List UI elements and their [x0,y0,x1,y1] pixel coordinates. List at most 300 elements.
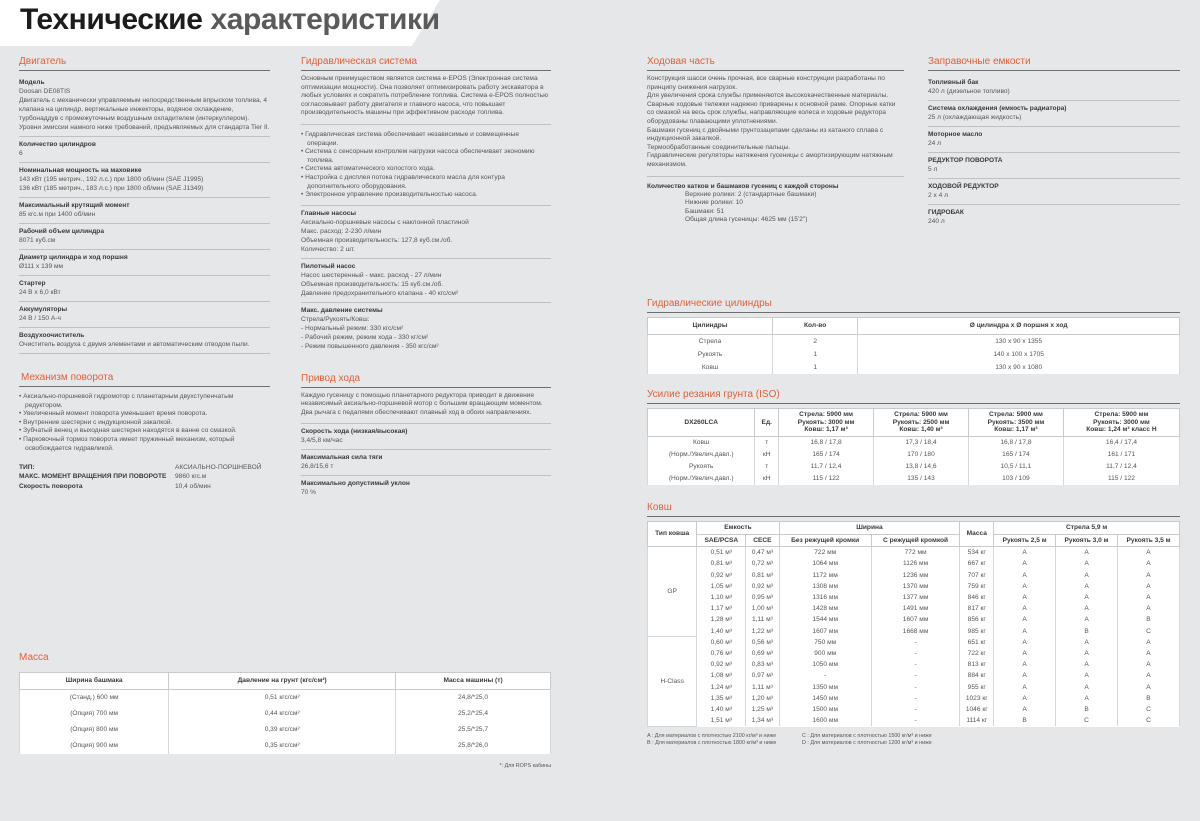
spec-label: Рабочий объем цилиндра [19,228,105,235]
bucket-cell: 1126 мм [871,558,960,569]
bucket-row [648,704,1180,715]
spec-label: Максимально допустимый уклон [301,479,410,487]
swing-spec-key: ТИП: [19,464,35,472]
bucket-cell: 0,60 м³ [697,637,746,648]
bullet-item: • Увеличенный момент поворота уменьшает время поворота. [19,410,208,418]
bullet-item: • Внутренние шестерни с индукционной закалкой. [19,418,173,426]
bucket-cell: 772 мм [871,547,960,559]
digging-config-header [874,409,969,437]
page-title [20,3,440,37]
bucket-cell: A [1118,570,1180,581]
mass-cell: 0,35 кгс/см² [169,738,396,754]
bucket-cell: 1491 мм [871,603,960,614]
bucket-cell: A [994,558,1056,569]
digging-config-line: Ковш: 1,17 м³ [994,426,1038,434]
bucket-cell: 0,95 м³ [746,592,779,603]
mass-cell: 25,2/*25,4 [396,706,551,722]
bucket-cell: 1,40 м³ [697,626,746,637]
bucket-cell: 1600 мм [779,715,871,726]
digging-value: 13,8 / 14,6 [874,461,969,473]
bucket-cell: A [1118,547,1180,559]
digging-row-label: (Норм./Увелич.давл.) [648,473,755,485]
cylinders-table [647,317,1180,374]
bucket-cell: 1,40 м³ [697,704,746,715]
spec-label: Моторное масло [928,131,983,138]
digging-row-unit: кН [755,449,779,461]
digging-value: 103 / 109 [968,473,1063,485]
travel-heading: Привод хода [301,373,551,388]
spec-value: 25 л (охлаждающая жидкость) [928,114,1022,121]
bucket-cell: B [1056,626,1118,637]
mass-cell: 25,8/*26,0 [396,738,551,754]
mass-cell: 0,39 кгс/см² [169,722,396,738]
bucket-cell: 1236 мм [871,570,960,581]
bucket-row [648,682,1180,693]
bucket-cell: 1114 кг [960,715,994,726]
bucket-cell: 955 кг [960,682,994,693]
bucket-row [648,626,1180,637]
bucket-cell: A [994,637,1056,648]
digging-row [648,473,1180,485]
undercarriage-line: Башмаки гусениц с двойными грунтозацепами сделаны из катаного сплава с индукционной закалкой. [647,126,884,143]
bucket-note: B : Для материалов с плотностью 1800 кг/м³ и ниже [647,739,777,746]
spec-block [301,424,551,450]
undercarriage-line: Для увеличения срока службы применяются высококачественные материалы. [647,92,889,100]
digging-row-label: Рукоять [648,461,755,473]
bucket-cell: A [994,603,1056,614]
travel-intro [301,392,551,424]
bucket-cell: 651 кг [960,637,994,648]
spec-value: 3,4/5,8 км/час [301,436,343,444]
bucket-cell: 1,24 м³ [697,682,746,693]
digging-config-line: Стрела: 5900 мм [799,411,853,418]
bucket-cell: A [1056,570,1118,581]
spec-value: 240 л [928,218,945,225]
bucket-table [647,521,1180,727]
mass-cell: 0,51 кгс/см² [169,689,396,706]
cylinders-header-cell: Цилиндры [648,318,773,335]
bucket-cell: 1316 мм [779,592,871,603]
bucket-cell: A [994,581,1056,592]
spec-label: Главные насосы [301,209,356,217]
bucket-cell: A [994,648,1056,659]
spec-value: 136 кВт (185 метрич., 183 л.с.) при 1800 об/мин (SAE J1349) [19,185,204,192]
mass-row [20,738,551,754]
engine-heading: Двигатель [19,56,270,71]
cylinders-cell: 2 [773,334,858,348]
undercarriage-section [647,56,904,225]
spec-value: 5 л [928,166,938,173]
spec-label: Аккумуляторы [19,306,68,313]
spec-value: Аксиально-поршневые насосы с наклонной пластиной [301,218,469,226]
bucket-notes [647,733,1180,747]
bucket-cell: A [994,570,1056,581]
spec-value: - Режим повышенного давления - 350 кгс/см² [301,342,439,350]
bucket-cell: A [1118,648,1180,659]
digging-model-cell: DX260LCA [648,409,755,437]
digging-config-line: Рукоять: 3000 мм [1093,418,1150,426]
undercarriage-count: Нижние ролики: 10 [685,199,743,207]
bucket-row [648,670,1180,681]
digging-value: 16,8 / 17,8 [779,436,874,449]
bucket-cell: - [871,715,960,726]
digging-value: 11,7 / 12,4 [779,461,874,473]
bucket-cell: A [994,670,1056,681]
page-title-part1: Технические [20,3,203,36]
spec-value: 420 л (дизельное топливо) [928,88,1010,95]
digging-config-line: Стрела: 5900 мм [989,411,1043,418]
digging-row [648,461,1180,473]
bucket-cell: A [994,547,1056,559]
spec-value: 24 л [928,140,942,147]
bucket-cell: 1023 кг [960,693,994,704]
mass-header-row [20,673,551,690]
cylinders-header-cell: Ø цилиндра x Ø поршня x ход [858,318,1180,335]
bucket-cell: 0,51 м³ [697,547,746,559]
bucket-cell: A [1056,547,1118,559]
bucket-cell: B [1056,704,1118,715]
spec-label: Максимальный крутящий момент [19,202,130,209]
engine-blocks [19,75,270,354]
digging-value: 115 / 122 [779,473,874,485]
mass-header-cell: Масса машины (т) [396,673,551,690]
spec-value: Doosan DE08TIS [19,88,71,95]
spec-value: - Нормальный режим: 330 кгс/см² [301,324,404,332]
spec-value: 26,8/15,6 т [301,462,334,470]
bucket-note: C : Для материалов с плотностью 1500 кг/м³ и ниже [802,732,932,739]
digging-row-unit: т [755,436,779,449]
bucket-cell: 1607 мм [779,626,871,637]
bucket-cell: 0,72 м³ [746,558,779,569]
mass-cell: 24,8/*25,0 [396,689,551,706]
bucket-cell: A [994,704,1056,715]
bucket-row [648,693,1180,704]
spec-value: Объемная производительность: 127,8 куб.см./об. [301,236,453,244]
bucket-cell: 1,28 м³ [697,614,746,625]
bucket-header-row-2 [648,534,1180,547]
spec-block [19,276,270,302]
bucket-heading: Ковш [647,502,1180,517]
bucket-cell: 1377 мм [871,592,960,603]
spec-label: Скорость хода (низкая/высокая) [301,427,408,435]
spec-block [19,250,270,276]
bullet-item: • Электронное управление производительностью насоса. [301,191,478,199]
undercarriage-count: Башмаки: 51 [685,207,725,215]
undercarriage-line: Термообработанные соединительные пальцы. [647,143,791,151]
bucket-cell: 0,47 м³ [746,547,779,559]
bucket-row [648,581,1180,592]
bucket-arm-header: Рукоять 3,5 м [1118,534,1180,547]
spec-block [19,328,270,354]
bucket-cell: A [994,592,1056,603]
bucket-cell: 707 кг [960,570,994,581]
travel-intro-line: Два рычага с педалями обеспечивают плавный ход в обоих направлениях. [301,408,532,416]
bucket-cell: A [994,682,1056,693]
digging-value: 165 / 174 [779,449,874,461]
bucket-subheader: С режущей кромкой [871,534,960,547]
bucket-cell: 1450 мм [779,693,871,704]
cylinders-header-row [648,318,1180,335]
bucket-cell: A [1056,670,1118,681]
spec-label: РЕДУКТОР ПОВОРОТА [928,157,1003,164]
bucket-cell: - [871,682,960,693]
cylinders-cell: Стрела [648,334,773,348]
digging-value: 10,5 / 11,1 [968,461,1063,473]
bucket-row [648,603,1180,614]
bucket-cell: 0,76 м³ [697,648,746,659]
bucket-cell: 1308 мм [779,581,871,592]
title-band [0,0,1200,46]
spec-block [19,302,270,328]
spec-value: Насос шестеренный - макс. расход - 27 л/мин [301,271,442,279]
bucket-cell: 0,69 м³ [746,648,779,659]
bucket-cell: A [1056,614,1118,625]
bucket-note: A : Для материалов с плотностью 2100 кг/м³ и ниже [647,732,777,739]
bucket-cell: A [1056,693,1118,704]
digging-header-row [648,409,1180,437]
mass-row [20,722,551,738]
bucket-cell: A [1118,637,1180,648]
bucket-mass-header: Масса [960,522,994,547]
spec-block [928,127,1180,153]
bucket-row [648,592,1180,603]
spec-block [301,450,551,476]
digging-value: 16,8 / 17,8 [968,436,1063,449]
digging-value: 135 / 143 [874,473,969,485]
spec-block [928,101,1180,127]
bullet-item: • Настройка с дисплея потока гидравлического масла для контура дополнительного оборудования. [301,173,505,190]
bucket-cell: 1,17 м³ [697,603,746,614]
bucket-arm-header: Рукоять 3,0 м [1056,534,1118,547]
spec-block [928,153,1180,179]
digging-config-header [779,409,874,437]
mass-header-cell: Ширина башмака [20,673,169,690]
swing-heading: Механизм поворота [19,372,270,387]
digging-row-unit: т [755,461,779,473]
cylinders-cell: 1 [773,348,858,361]
spec-label: Количество цилиндров [19,141,96,148]
undercarriage-line: Конструкция шасси очень прочная, все сварные конструкции разработаны по принципу снижения нагрузок. [647,75,885,91]
bucket-subheader: CECE [746,534,779,547]
spec-label: Воздухоочиститель [19,332,85,339]
swing-bullets [19,393,270,453]
digging-value: 17,3 / 18,4 [874,436,969,449]
digging-config-line: Рукоять: 3500 мм [987,418,1045,426]
spec-value: 70 % [301,488,317,496]
cylinders-row [648,361,1180,374]
bucket-cell: 0,83 м³ [746,659,779,670]
undercarriage-counts [647,191,904,225]
bucket-cell: 0,56 м³ [746,637,779,648]
spec-block [301,476,551,501]
swing-spec-value: 10,4 об/мин [175,482,211,490]
cylinders-row [648,334,1180,348]
bucket-cell: 0,92 м³ [746,581,779,592]
spec-label: Диаметр цилиндра и ход поршня [19,254,128,261]
cylinders-cell: Ковш [648,361,773,374]
mass-row [20,706,551,722]
digging-config-line: Рукоять: 2500 мм [892,418,950,426]
swing-spec-row [19,472,270,481]
bucket-cell: A [1118,670,1180,681]
spec-label: ХОДОВОЙ РЕДУКТОР [928,183,999,190]
digging-unit-header: Ед. [755,409,779,437]
bucket-cell: A [994,659,1056,670]
bucket-cell: A [1056,637,1118,648]
mass-cell: (Опция) 800 мм [20,722,169,738]
spec-block [19,224,270,250]
travel-intro-line: Каждую гусеницу с помощью планетарного редуктора приводит в движение независимый аксиально-поршневой мотор с большим вращающим моментом. [301,391,543,408]
digging-heading: Усилие резания грунта (ISO) [647,389,1180,404]
bucket-arm-header: Рукоять 2,5 м [994,534,1056,547]
bucket-cell: 0,81 м³ [746,570,779,581]
digging-value: 165 / 174 [968,449,1063,461]
bucket-section [647,502,1180,747]
spec-value: Уровни эмиссии намного ниже требований, предъявляемых для стандарта Tier II. [19,124,270,131]
travel-blocks [301,424,551,501]
bucket-row [648,614,1180,625]
cylinders-section [647,298,1180,374]
bucket-cell: C [1118,626,1180,637]
cylinders-heading: Гидравлические цилиндры [647,298,1180,313]
bucket-row [648,547,1180,559]
spec-value: 8071 куб.см [19,237,56,244]
bullet-item: • Аксиально-поршневой гидромотор с планетарным двухступенчатым редуктором. [19,393,234,409]
bucket-note: D : Для материалов с плотностью 1200 кг/м³ и ниже [802,739,932,746]
bucket-cell: A [1118,581,1180,592]
digging-config-line: Стрела: 5900 мм [894,411,948,418]
spec-block [19,75,270,137]
bucket-cell: A [1118,592,1180,603]
spec-value: Количество: 2 шт. [301,245,355,253]
spec-value: 2 x 4 л [928,192,948,199]
bucket-cell: 1,08 м³ [697,670,746,681]
bucket-row [648,648,1180,659]
mass-note: *: Для ROPS кабины [499,762,551,769]
bucket-cell: 0,92 м³ [697,570,746,581]
bucket-cell: A [1056,558,1118,569]
bucket-row [648,659,1180,670]
bucket-cell: 1172 мм [779,570,871,581]
bucket-cell: C [1056,715,1118,726]
digging-row-unit: кН [755,473,779,485]
bucket-cell: 1607 мм [871,614,960,625]
digging-config-line: Ковш: 1,40 м³ [899,426,943,434]
bucket-cell: 0,81 м³ [697,558,746,569]
digging-config-line: Стрела: 5900 мм [1094,411,1149,418]
undercarriage-line: Гидравлические регуляторы натяжения гусеницы с амортизирующим натяжным механизмом. [647,152,893,168]
mass-header-cell: Давление на грунт (кгс/см²) [169,673,396,690]
spec-value: Объемная производительность: 15 куб.см./об. [301,280,444,288]
bucket-cell: 1,35 м³ [697,693,746,704]
spec-value: 6 [19,150,23,157]
bucket-cell: B [994,715,1056,726]
bucket-cell: 1046 кг [960,704,994,715]
spec-value: 85 кгс.м при 1400 об/мин [19,211,96,218]
bucket-cell: A [1056,648,1118,659]
digging-row [648,436,1180,449]
spec-label: ГИДРОБАК [928,209,964,216]
bucket-cell: A [1118,603,1180,614]
swing-spec-key: Скорость поворота [19,482,83,490]
bucket-cell: A [1056,581,1118,592]
mass-cell: (Опция) 900 мм [20,738,169,754]
bucket-cell: 1428 мм [779,603,871,614]
bucket-cell: 817 кг [960,603,994,614]
digging-row [648,449,1180,461]
spec-value: - Рабочий режим, режим хода - 330 кг/см² [301,333,429,341]
bucket-cell: B [1118,693,1180,704]
mass-cell: 0,44 кгс/см² [169,706,396,722]
bullet-item: • Система автоматического холостого хода. [301,165,435,173]
cylinders-cell: Рукоять [648,348,773,361]
bullet-item: • Система с сенсорным контролем нагрузки насоса обеспечивает экономию топлива. [301,148,535,164]
spec-block [928,205,1180,230]
bucket-cell: - [871,659,960,670]
digging-section [647,389,1180,485]
mass-row [20,689,551,706]
undercarriage-line: Сварные ходовые тележки надежно приварены к основной раме. Опорные катки со смазкой на весь срок службы, направляющие колеса и ходовые редуктора оборудованы плавающими уплотнениями. [647,100,896,125]
spec-value: Стрела/Рукоять/Ковш: [301,315,370,323]
bucket-cell: 722 кг [960,648,994,659]
spec-value: Макс. расход: 2-230 л/мин [301,227,382,235]
digging-value: 115 / 122 [1063,473,1179,485]
spec-block [301,259,551,303]
bucket-cell: 1,11 м³ [746,614,779,625]
bucket-cell: 846 кг [960,592,994,603]
bucket-cell: 1370 мм [871,581,960,592]
bucket-cell: 759 кг [960,581,994,592]
bucket-cell: - [871,693,960,704]
bucket-cell: 750 мм [779,637,871,648]
refill-heading: Заправочные емкости [928,56,1180,71]
cylinders-row [648,348,1180,361]
spec-block [928,75,1180,101]
hydraulic-bullets [301,125,551,206]
bucket-cell: - [871,704,960,715]
bucket-cell: A [1118,682,1180,693]
bucket-cell: 1,05 м³ [697,581,746,592]
digging-row-label: (Норм./Увелич.давл.) [648,449,755,461]
spec-value: Двигатель с механически управляемым непосредственным впрыском топлива, 4 клапана на цилиндр, вертикальные инжекторы, водяное охлаждение, турбонаддув с промежуточным воздушным охладителем (интеркуллером). [19,97,268,122]
bucket-row [648,637,1180,648]
digging-config-header [1063,409,1179,437]
bucket-cell: A [994,693,1056,704]
swing-spec-value: АКСИАЛЬНО-ПОРШНЕВОЙ [175,464,262,472]
bucket-cell: 1,00 м³ [746,603,779,614]
digging-value: 170 / 180 [874,449,969,461]
column-2 [301,56,551,501]
spec-value: 143 кВт (195 метрич., 192 л.с.) при 1800 об/мин (SAE J1995) [19,176,204,183]
spec-block [928,179,1180,205]
bucket-cell: A [1056,592,1118,603]
column-1 [19,56,270,491]
digging-value: 161 / 171 [1063,449,1179,461]
spec-value: Очиститель воздуха с двумя элементами и автоматическим отводом пыли. [19,341,250,348]
swing-spec-row [19,482,270,491]
bucket-cell: 1500 мм [779,704,871,715]
digging-row-label: Ковш [648,436,755,449]
bucket-type-cell: GP [648,547,697,637]
bucket-type-cell: H-Class [648,637,697,727]
swing-spec-value: 9860 кгс.м [175,473,207,481]
bucket-cell: A [1118,659,1180,670]
spec-label: Стартер [19,280,46,287]
mass-cell: 25,5/*25,7 [396,722,551,738]
refill-blocks [928,75,1180,230]
digging-value: 11,7 / 12,4 [1063,461,1179,473]
hydraulic-heading: Гидравлическая система [301,56,551,71]
